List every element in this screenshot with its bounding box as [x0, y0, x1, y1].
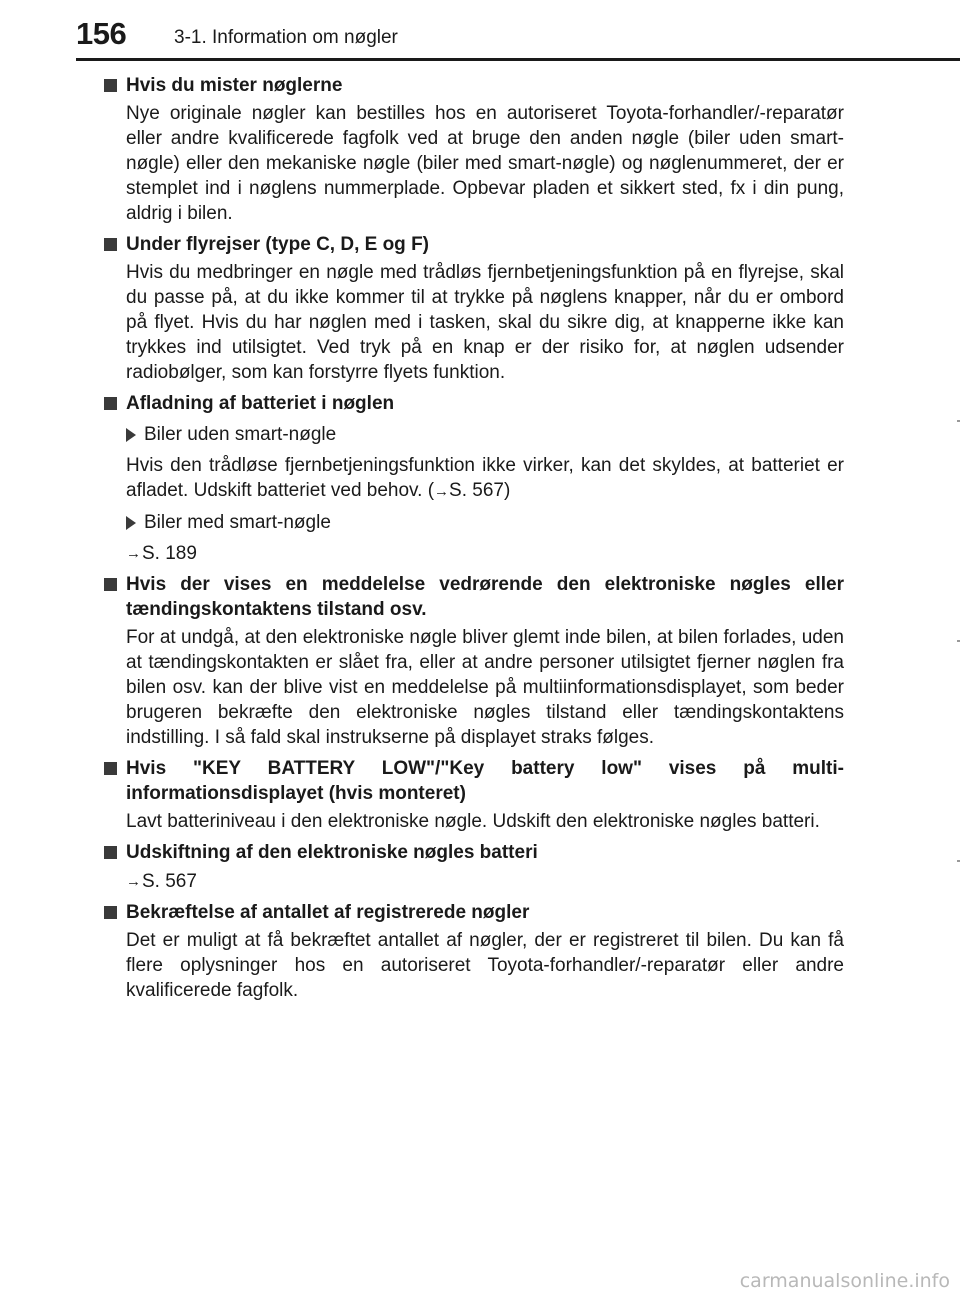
watermark: carmanualsonline.info [739, 1270, 950, 1292]
triangle-bullet-icon [126, 516, 136, 530]
section-battery-discharge [104, 391, 844, 566]
sub-item-label: Biler uden smart-nøgle [144, 424, 337, 445]
page-reference-link[interactable]: S. 189 [142, 543, 197, 564]
section-heading: Hvis "KEY BATTERY LOW"/"Key battery low" vises på multi-informationsdisplayet (hvis monteret) [104, 756, 844, 806]
page-reference [126, 541, 844, 566]
section-heading: Udskiftning af den elektroniske nøgles batteri [104, 840, 844, 865]
section-body: Det er muligt at få bekræftet antallet af nøgler, der er registreret til bilen. Du kan få flere oplysninger hos en autoriseret Toyota-forhandler/-reparatør eller andre kvalificerede fagfolk. [126, 930, 844, 1001]
chapter-title: 3-1. Information om nøgler [174, 27, 398, 48]
section-heading: Hvis du mister nøglerne [104, 73, 844, 98]
section-heading: Hvis der vises en meddelelse vedrørende den elektroniske nøgles eller tændingskontaktens tilstand osv. [104, 572, 844, 622]
square-bullet-icon [104, 232, 126, 257]
sub-item-label: Biler med smart-nøgle [144, 512, 331, 533]
arrow-right-icon: → [126, 545, 141, 562]
sub-item-smart-key [126, 510, 844, 535]
square-bullet-icon [104, 73, 126, 98]
arrow-right-icon: → [126, 873, 141, 890]
arrow-right-icon: → [434, 483, 450, 500]
section-flights [104, 232, 844, 385]
section-body: For at undgå, at den elektroniske nøgle bliver glemt inde bilen, at bilen forlades, uden at tændingskontakten er slået fra, eller at andre personer utilsigtet fjerner nøglen fra bilen osv. kan der blive vist en meddelelse på multiinformationsdisplayet, som beder brugeren bekræfte den elektroniske nøgles tilstand eller tændingskontaktens indstilling. I så fald skal instrukserne på displayet straks følges. [126, 627, 844, 748]
section-body: Nye originale nøgler kan bestilles hos en autoriseret Toyota-forhandler/-reparatør eller andre kvalificerede fagfolk ved at bruge den anden nøgle (biler uden smart-nøgle) eller den mekaniske nøgle (biler med smart-nøgle) og nøglenummeret, der er stemplet ind i nøglens nummerplade. Opbevar pladen et sikkert sted, fx i din pung, aldrig i bilen. [126, 103, 844, 224]
section-key-battery-low [104, 756, 844, 834]
page-reference-link[interactable]: S. 567 [449, 480, 504, 501]
square-bullet-icon [104, 900, 126, 925]
section-body: Hvis den trådløse fjernbetjeningsfunktion ikke virker, kan det skyldes, at batteriet er afladet. Udskift batteriet ved behov. (→S. 567) [126, 455, 844, 501]
section-message-displayed [104, 572, 844, 750]
triangle-bullet-icon [126, 428, 136, 442]
sub-item-no-smart-key [126, 422, 844, 447]
page-header [0, 0, 960, 62]
section-heading: Bekræftelse af antallet af registrerede nøgler [104, 900, 844, 925]
page-content [104, 73, 844, 1009]
square-bullet-icon [104, 756, 126, 806]
section-heading: Under flyrejser (type C, D, E og F) [104, 232, 844, 257]
page-number: 156 [76, 16, 127, 51]
section-lost-keys [104, 73, 844, 226]
square-bullet-icon [104, 840, 126, 865]
square-bullet-icon [104, 572, 126, 622]
page-reference-link[interactable]: S. 567 [142, 871, 197, 892]
section-battery-replacement [104, 840, 844, 894]
square-bullet-icon [104, 391, 126, 416]
section-body: Lavt batteriniveau i den elektroniske nøgle. Udskift den elektroniske nøgles batteri. [126, 811, 820, 832]
header-rule [76, 58, 960, 61]
section-registered-keys [104, 900, 844, 1003]
page-reference [126, 869, 844, 894]
section-body: Hvis du medbringer en nøgle med trådløs fjernbetjeningsfunktion på en flyrejse, skal du passe på, at du ikke kommer til at trykke på nøglens knapper, når du er ombord på flyet. Hvis du har nøglen med i tasken, skal du sikre dig, at knapperne ikke kan trykkes ind utilsigtet. Ved tryk på en knap er der risiko for, at nøglen udsender radiobølger, som kan forstyrre flyets funktion. [126, 262, 844, 383]
section-heading: Afladning af batteriet i nøglen [104, 391, 844, 416]
